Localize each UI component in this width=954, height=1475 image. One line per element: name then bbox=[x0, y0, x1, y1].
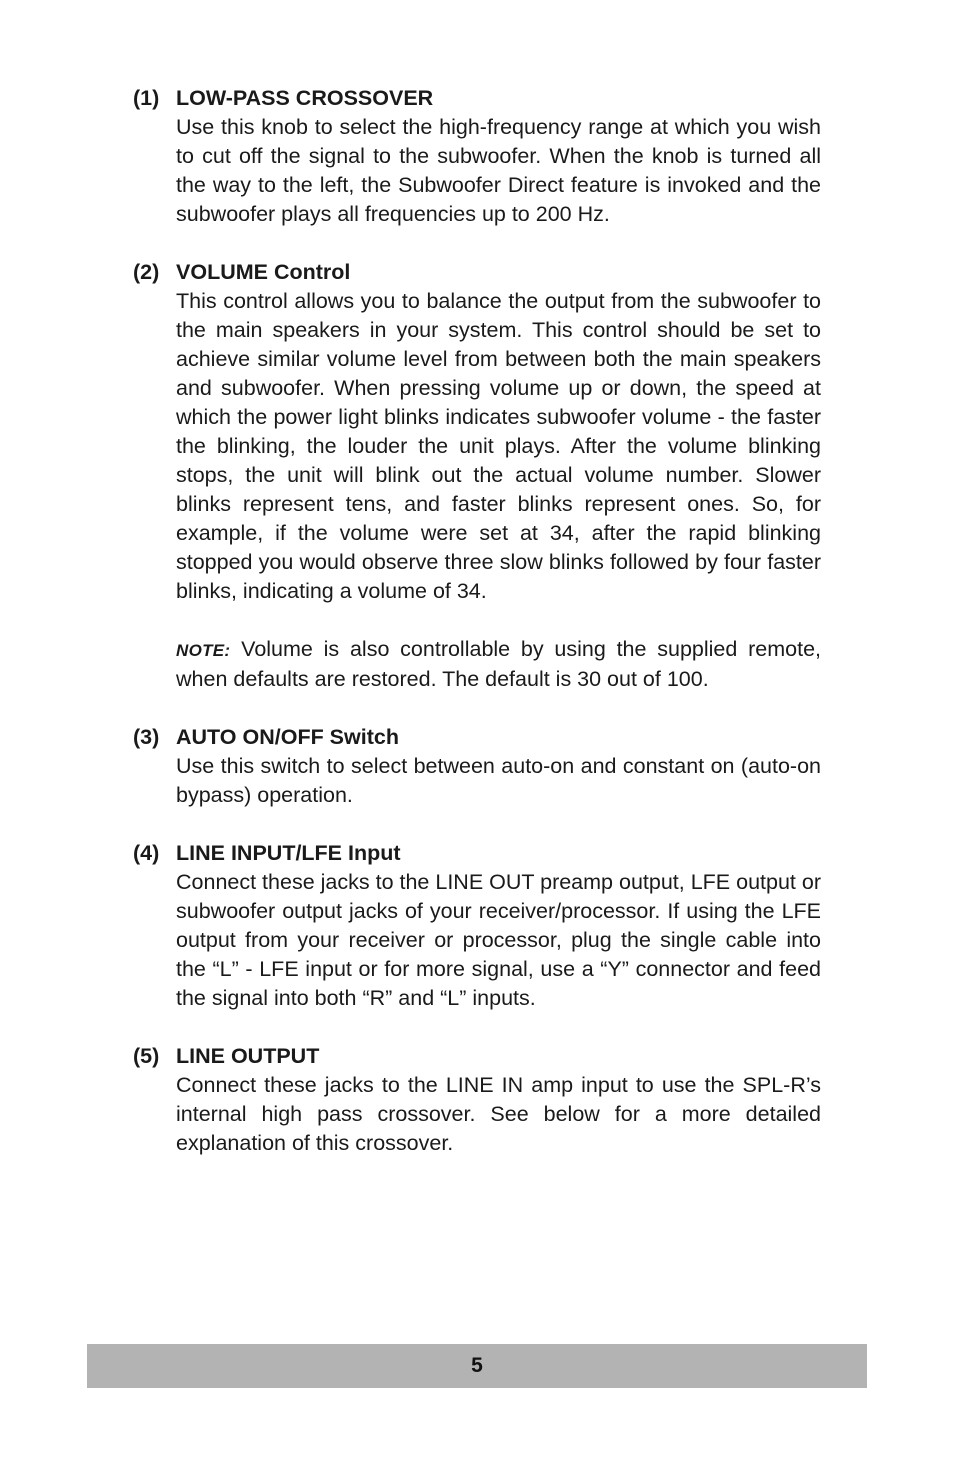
section-paragraph: This control allows you to balance the output from the subwoofer to the main speakers in your system. This control should be set to achieve similar volume level from between both the main speakers and subwoofer. When pressing volume up or down, the speed at which the power light blinks indicates subwoofer volume - the faster the blinking, the louder the unit plays. After the volume blinking stops, the unit will blink out the actual volume number. Slower blinks represent tens, and faster blinks represent ones. So, for example, if the volume were set at 34, after the rapid blinking stopped you would observe three slow blinks followed by four faster blinks, indicating a volume of 34. bbox=[176, 289, 821, 603]
section-paragraph: Connect these jacks to the LINE OUT preamp output, LFE output or subwoofer output jacks of your receiver/processor. If using the LFE output from your receiver or processor, plug the single cable into the “L” - LFE input or for more signal, use a “Y” connector and feed the signal into both “R” and “L” inputs. bbox=[176, 870, 821, 1010]
section-number: (1) bbox=[133, 86, 160, 110]
section-title: LINE INPUT/LFE Input bbox=[176, 841, 401, 865]
section-number: (3) bbox=[133, 725, 160, 749]
section-title: AUTO ON/OFF Switch bbox=[176, 725, 399, 749]
section-low-pass-crossover bbox=[133, 84, 821, 229]
section-heading bbox=[133, 258, 821, 287]
section-paragraph: Connect these jacks to the LINE IN amp input to use the SPL-R’s internal high pass crossover. See below for a more detailed explanation of this crossover. bbox=[176, 1073, 821, 1155]
section-auto-on-off-switch bbox=[133, 723, 821, 810]
footer-bar bbox=[87, 1344, 867, 1388]
section-title: VOLUME Control bbox=[176, 260, 351, 284]
section-number: (4) bbox=[133, 841, 160, 865]
section-line-input-lfe bbox=[133, 839, 821, 1013]
note-label: NOTE: bbox=[176, 641, 231, 660]
section-heading bbox=[133, 1042, 821, 1071]
page-number: 5 bbox=[471, 1354, 483, 1377]
section-body bbox=[176, 287, 821, 694]
section-number: (5) bbox=[133, 1044, 160, 1068]
section-volume-control bbox=[133, 258, 821, 694]
section-number: (2) bbox=[133, 260, 160, 284]
section-heading bbox=[133, 839, 821, 868]
section-heading bbox=[133, 723, 821, 752]
section-line-output bbox=[133, 1042, 821, 1158]
section-body bbox=[176, 868, 821, 1013]
section-paragraph: Use this switch to select between auto-on and constant on (auto-on bypass) operation. bbox=[176, 754, 821, 807]
section-body bbox=[176, 113, 821, 229]
section-paragraph: Use this knob to select the high-frequency range at which you wish to cut off the signal to the subwoofer. When the knob is turned all the way to the left, the Subwoofer Direct feature is invoked and the subwoofer plays all frequencies up to 200 Hz. bbox=[176, 115, 821, 226]
note-paragraph bbox=[176, 635, 821, 694]
section-title: LOW-PASS CROSSOVER bbox=[176, 86, 434, 110]
section-body bbox=[176, 1071, 821, 1158]
section-title: LINE OUTPUT bbox=[176, 1044, 320, 1068]
section-body bbox=[176, 752, 821, 810]
note-text: Volume is also controllable by using the supplied remote, when defaults are restored. The default is 30 out of 100. bbox=[176, 637, 821, 691]
section-heading bbox=[133, 84, 821, 113]
page-content bbox=[133, 84, 821, 1187]
